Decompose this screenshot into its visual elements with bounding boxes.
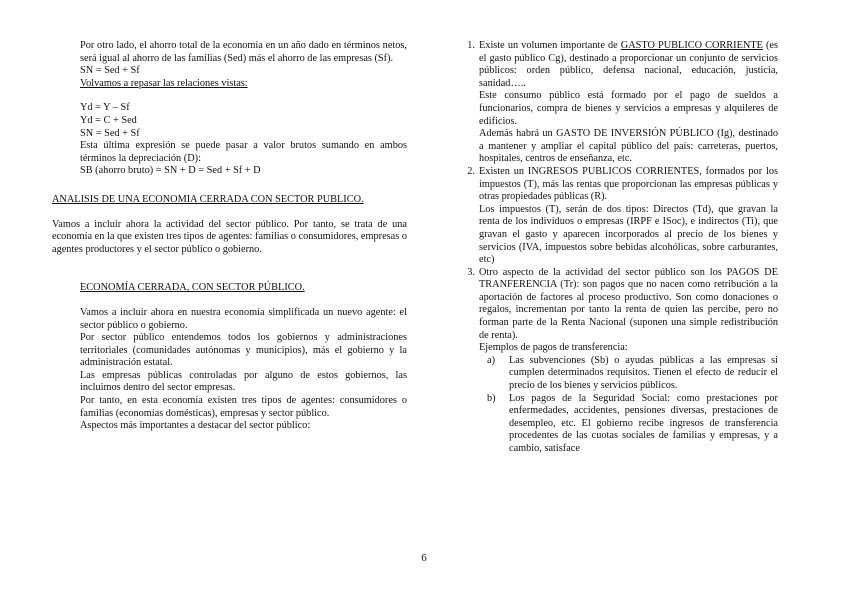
item2-paragraph-2: Los impuestos (T), serán de dos tipos: Directos (Td), que gravan la renta de los individuos o empresas (IRPF e ISoc), e indirectos (Ti), que gravan el gasto y aparecen incorporados al precio de los bienes y servicios (IVA, impuestos sobre bebidas alcohólicas, sobre carburantes, etc) [479, 203, 778, 266]
sn-equation: SN = Sed + Sf [80, 65, 140, 77]
item1-paragraph-2: Este consumo público está formado por el pago de sueldos a funcionarios, compra de bienes y servicios a empresas y alquileres de edificios. [479, 90, 778, 127]
item2-paragraph-1: Existen un INGRESOS PUBLICOS CORRIENTES, formados por los impuestos (T), más las rentas que proporcionan las empresas públicas y otras propiedades públicas (R). [479, 165, 778, 203]
cerrada-paragraph-4: Por tanto, en esta economía existen tres tipos de agentes: consumidores o familias (economías domésticas), empresas y sector público. [80, 395, 407, 419]
cerrada-paragraph-3: Las empresas públicas controladas por alguno de estos gobiernos, las incluimos dentro del sector empresas. [80, 369, 407, 394]
ultima-paragraph: Esta última expresión se puede pasar a valor brutos sumando en ambos términos la depreciación (D): [80, 140, 407, 164]
repasar-line: Volvamos a repasar las relaciones vistas: [80, 77, 248, 89]
sub-letter-b: b) [487, 392, 496, 404]
gasto-publico-term: GASTO PUBLICO CORRIENTE [620, 40, 763, 51]
item1-paragraph-1 [479, 40, 778, 90]
list-number-2: 2. [467, 165, 475, 177]
equation-sn: SN = Sed + Sf [80, 127, 140, 139]
item1-rest: (es el gasto público Cg), destinado a proporcionar un conjunto de servicios públicos: orden público, defensa nacional, educación, justicia, sanidad….. [479, 40, 778, 89]
cerrada-paragraph-5: Aspectos más importantes a destacar del sector público: [80, 420, 311, 432]
item1-lead: Existe un volumen importante de [479, 40, 621, 51]
equation-yd-2: Yd = C + Sed [80, 114, 137, 126]
cerrada-paragraph-2: Por sector público entendemos todos los gobiernos y administraciones territoriales (comunidades autónomas y municipios), más el gobierno y la administración estatal. [80, 332, 407, 369]
equation-yd-1: Yd = Y – Sf [80, 102, 130, 114]
item1-paragraph-3: Además habrá un GASTO DE INVERSIÓN PÚBLICO (Ig), destinado a mantener y ampliar el capital público del país: carreteras, puertos, hospitales, centros de enseñanza, etc. [479, 128, 778, 165]
list-item-2 [457, 166, 778, 267]
item3-paragraph-1: Otro aspecto de la actividad del sector público son los PAGOS DE TRANFERENCIA (Tr): son pagos que no nacen como retribución a la aportación de factores al proceso productivo. Son como donaciones o regalos, incrementan por tanto la renta de quien las percibe, pero no forman parte de la Renta Nacional (suponen una simple redistribución de renta). [479, 266, 778, 341]
ejemplos-line: Ejemplos de pagos de transferencia: [479, 342, 628, 354]
left-column [52, 40, 407, 433]
sub-letter-a: a) [487, 354, 495, 366]
analisis-paragraph: Vamos a incluir ahora la actividad del sector público. Por tanto, se trata de una economía en la que existen tres tipos de agentes: familias o consumidores, empresas o agentes productores y el sector público o gobierno. [52, 218, 407, 255]
sub-item-a [457, 355, 778, 393]
list-number-1: 1. [467, 40, 475, 51]
cerrada-block [52, 282, 407, 433]
page-number: 6 [421, 552, 427, 564]
cerrada-paragraph-1: Vamos a incluir ahora en nuestra economía simplificada un nuevo agente: el sector público o gobierno. [80, 306, 407, 331]
analisis-heading: ANALISIS DE UNA ECONOMIA CERRADA CON SECTOR PUBLICO. [52, 193, 364, 205]
cerrada-heading: ECONOMÍA CERRADA, CON SECTOR PÚBLICO. [80, 282, 305, 294]
sub-item-b-text: Los pagos de la Seguridad Social: como prestaciones por enfermedades, accidentes, pensiones diversas, prestaciones de desempleo, etc. El gobierno recibe ingresos de transferencia procedentes de las cuotas sociales de familias y empresas, y a cambio, satisface [509, 392, 778, 454]
sub-item-b [457, 393, 778, 456]
right-column [457, 40, 778, 456]
sub-item-a-text: Las subvenciones (Sb) o ayudas públicas a las empresas si cumplen determinados requisitos. Tienen el efecto de reducir el precio de los bienes y servicios públicos. [509, 354, 778, 392]
ahorro-paragraph: Por otro lado, el ahorro total de la economía en un año dado en términos netos, será igual al ahorro de las familias (Sed) más el ahorro de las empresas (Sf). [80, 40, 407, 64]
intro-block [52, 40, 407, 178]
list-item-1 [457, 40, 778, 166]
sb-equation: SB (ahorro bruto) = SN + D = Sed + Sf + D [80, 165, 261, 177]
list-item-3 [457, 267, 778, 355]
list-number-3: 3. [467, 266, 475, 278]
